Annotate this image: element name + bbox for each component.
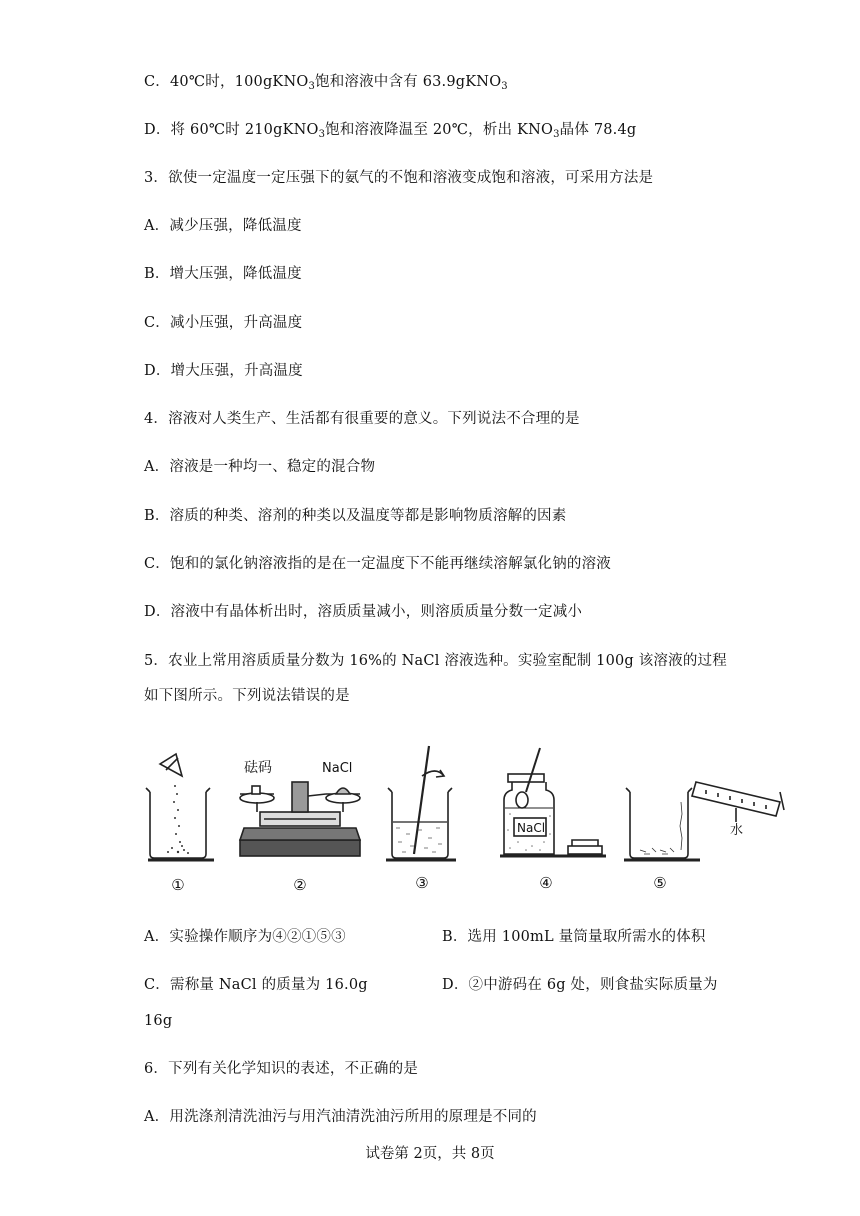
question-5-stem-line-1: 5．农业上常用溶质质量分数为 16%的 NaCl 溶液选种。实验室配制 100g 该溶液的过程 [144,653,727,669]
question-4-option-c: C．饱和的氯化钠溶液指的是在一定温度下不能再继续溶解氯化钠的溶液 [144,556,611,572]
question-3-stem: 3．欲使一定温度一定压强下的氨气的不饱和溶液变成饱和溶液，可采用方法是 [144,170,654,186]
solution-preparation-figure [140,742,790,902]
step-4-reagent-bottle-drawing [500,748,606,856]
step-5-pouring-water-drawing [624,782,784,860]
question-5-option-a: A．实验操作顺序为④②①⑤③ [144,929,346,945]
water-label: 水 [730,823,744,838]
question-4-stem: 4．溶液对人类生产、生活都有很重要的意义。下列说法不合理的是 [144,411,580,427]
step-label-1: ① [171,876,185,894]
step-label-3: ③ [415,874,429,892]
nacl-pan-label: NaCl [322,761,353,776]
bottle-label: NaCl [517,821,546,835]
question-6-stem: 6．下列有关化学知识的表述，不正确的是 [144,1061,419,1077]
step-3-stirring-drawing [386,746,456,860]
page-footer: 试卷第 2页，共 8页 [365,1146,495,1162]
question-2-option-d: D．将 60℃时 210gKNO$_3$饱和溶液降温至 20℃，析出 $KNO_3$晶体 78.4g [144,122,637,140]
step-2-balance-drawing [240,782,360,856]
step-1-beaker-pouring-drawing [146,754,214,860]
question-5-option-b: B．选用 100mL 量筒量取所需水的体积 [442,929,706,945]
question-4-option-a: A．溶液是一种均一、稳定的混合物 [144,459,376,475]
question-5-option-c: C．需称量 NaCl 的质量为 16.0g [144,977,368,993]
step-label-2: ② [293,876,307,894]
weights-label: 砝码 [244,760,272,776]
step-label-4: ④ [539,874,553,892]
question-3-option-d: D．增大压强，升高温度 [144,363,303,379]
question-2-option-c: C．40℃时，100gKNO$_3$饱和溶液中含有 63.9gKNO$_3$ [144,74,508,92]
question-3-option-c: C．减小压强，升高温度 [144,315,303,331]
lab-procedure-diagram [140,742,790,902]
question-5-option-d-continued: 16g [144,1013,173,1029]
question-3-option-a: A．减少压强，降低温度 [144,218,302,234]
step-label-5: ⑤ [653,874,667,892]
question-4-option-b: B．溶质的种类、溶剂的种类以及温度等都是影响物质溶解的因素 [144,508,567,524]
question-6-option-a: A．用洗涤剂清洗油污与用汽油清洗油污所用的原理是不同的 [144,1109,537,1125]
question-5-stem-line-2: 如下图所示。下列说法错误的是 [144,688,350,704]
question-3-option-b: B．增大压强，降低温度 [144,266,302,282]
question-5-option-d: D．②中游码在 6g 处，则食盐实际质量为 [442,977,718,993]
question-4-option-d: D．溶液中有晶体析出时，溶质质量减小，则溶质质量分数一定减小 [144,604,583,620]
